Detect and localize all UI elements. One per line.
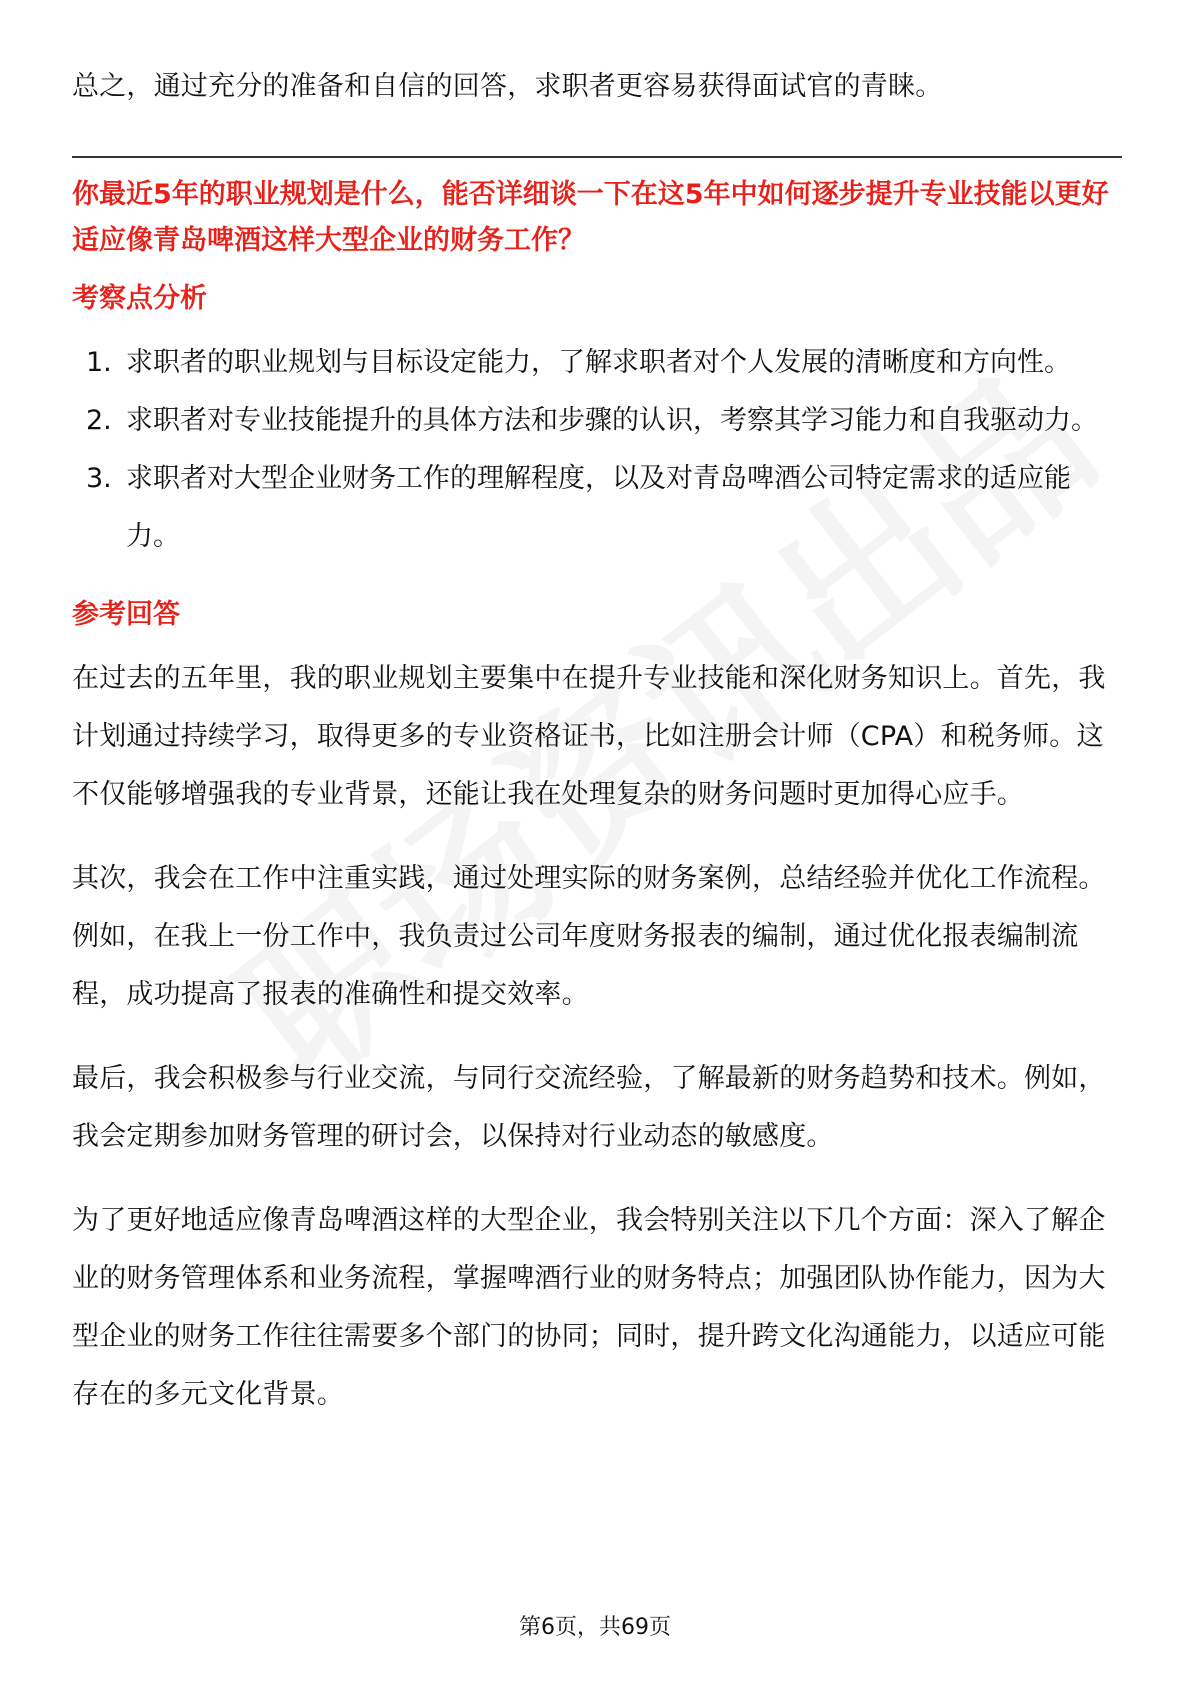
analysis-point-text: 求职者对专业技能提升的具体方法和步骤的认识，考察其学习能力和自我驱动力。 — [126, 405, 1098, 436]
answer-paragraph: 在过去的五年里，我的职业规划主要集中在提升专业技能和深化财务知识上。首先，我计划通过持续学习，取得更多的专业资格证书，比如注册会计师（CPA）和税务师。这不仅能够增强我的专业背景，还能让我在处理复杂的财务问题时更加得心应手。 — [72, 663, 1106, 810]
intro-paragraph: 总之，通过充分的准备和自信的回答，求职者更容易获得面试官的青睐。 — [72, 71, 943, 102]
analysis-points-list — [72, 334, 1122, 566]
answer-title: 参考回答 — [72, 599, 180, 630]
analysis-point-number: 3. — [86, 463, 112, 494]
analysis-point-text: 求职者对大型企业财务工作的理解程度，以及对青岛啤酒公司特定需求的适应能力。 — [126, 463, 1071, 552]
analysis-point-text: 求职者的职业规划与目标设定能力，了解求职者对个人发展的清晰度和方向性。 — [126, 347, 1071, 378]
answer-paragraph: 为了更好地适应像青岛啤酒这样的大型企业，我会特别关注以下几个方面：深入了解企业的财务管理体系和业务流程，掌握啤酒行业的财务特点；加强团队协作能力，因为大型企业的财务工作往往需要多个部门的协同；同时，提升跨文化沟通能力，以适应可能存在的多元文化背景。 — [72, 1205, 1106, 1410]
analysis-point — [72, 450, 1122, 566]
question-heading: 你最近5年的职业规划是什么，能否详细谈一下在这5年中如何逐步提升专业技能以更好适应像青岛啤酒这样大型企业的财务工作？ — [72, 179, 1109, 256]
analysis-point — [72, 392, 1122, 450]
analysis-title: 考察点分析 — [72, 283, 207, 314]
page-footer: 第6页，共69页 — [519, 1615, 671, 1640]
page-content — [72, 58, 1122, 1450]
answer-paragraph: 其次，我会在工作中注重实践，通过处理实际的财务案例，总结经验并优化工作流程。例如，在我上一份工作中，我负责过公司年度财务报表的编制，通过优化报表编制流程，成功提高了报表的准确性和提交效率。 — [72, 863, 1106, 1010]
answer-body — [72, 650, 1122, 1424]
answer-paragraph: 最后，我会积极参与行业交流，与同行交流经验，了解最新的财务趋势和技术。例如，我会定期参加财务管理的研讨会，以保持对行业动态的敏感度。 — [72, 1063, 1106, 1152]
analysis-point-number: 1. — [86, 347, 112, 378]
analysis-point — [72, 334, 1122, 392]
analysis-point-number: 2. — [86, 405, 112, 436]
section-divider — [72, 156, 1122, 158]
